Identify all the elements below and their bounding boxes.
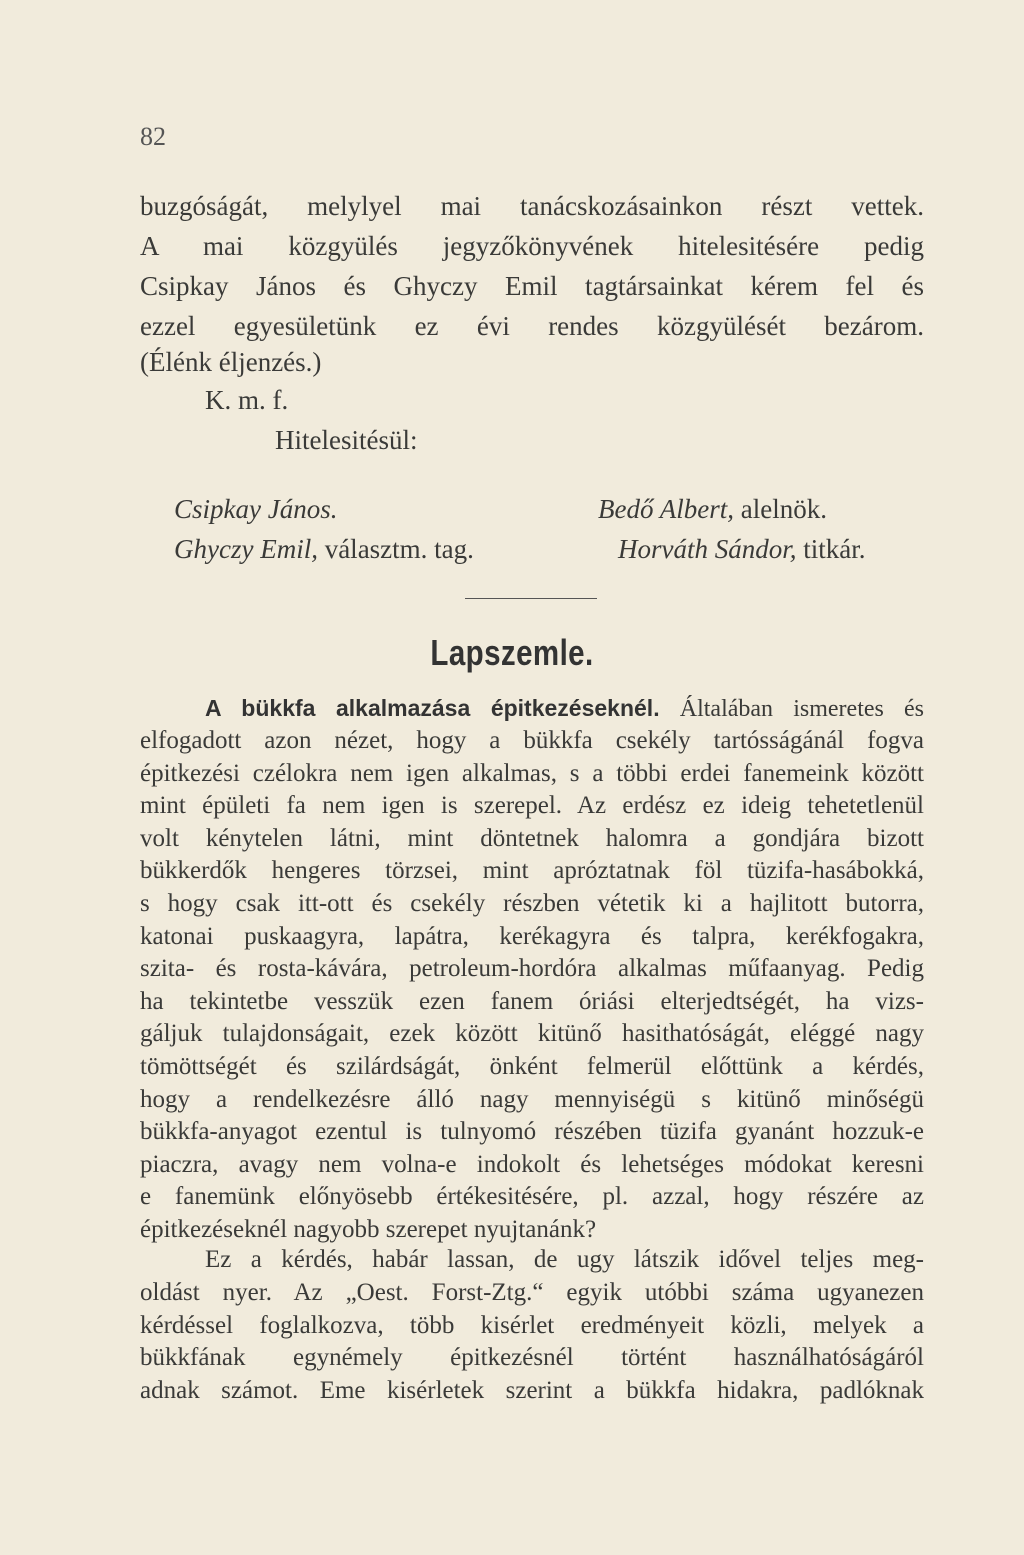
section-divider — [465, 598, 597, 599]
text-line: mint épületi fa nem igen is szerepel. Az erdész ez ideig tehetetlenül — [140, 792, 924, 820]
text-line: bükkfa-anyagot ezentul is tulnyomó részében tüzifa gyanánt hozzuk-e — [140, 1118, 924, 1146]
signature-name: Ghyczy Emil, — [174, 534, 318, 564]
text-line: tömöttségét és szilárdságát, önként felmerül előttünk a kérdés, — [140, 1053, 924, 1080]
signature-right-2 — [618, 534, 866, 565]
signature-name: Bedő Albert, — [598, 494, 734, 524]
section-heading: Lapszemle. — [430, 632, 594, 673]
text-line: kérdéssel foglalkozva, több kisérlet eredményeit közli, melyek a — [140, 1311, 924, 1339]
text-line: e fanemünk előnyösebb értékesitésére, pl. azzal, hogy részére az — [140, 1183, 924, 1211]
paragraph-2-first-line: Ez a kérdés, habár lassan, de ugy látszik idővel teljes meg- — [205, 1246, 924, 1273]
applause-note: (Élénk éljenzés.) — [140, 347, 322, 377]
article-lead: Általában ismeretes és — [679, 696, 925, 722]
article-title: A bükkfa alkalmazása épitkezéseknél. — [205, 695, 660, 721]
signature-left-2 — [174, 534, 474, 565]
km-note: K. m. f. — [205, 385, 289, 415]
authentication-label: Hitelesitésül: — [275, 425, 418, 455]
article-first-line — [205, 692, 924, 725]
text-line: épitkezési czélokra nem igen alkalmas, s a többi erdei fanemeink között — [140, 759, 924, 787]
text-line: A mai közgyülés jegyzőkönyvének hitelesitésére pedig — [140, 231, 924, 261]
text-line: buzgóságát, melylyel mai tanácskozásainkon részt vettek. — [140, 191, 924, 221]
text-line: gáljuk tulajdonságait, ezek között kitünő hasithatóságát, eléggé nagy — [140, 1020, 924, 1048]
text-line: bükkerdők hengeres törzsei, mint apróztatnak föl tüzifa-hasábokká, — [140, 857, 924, 885]
signature-right-1 — [598, 494, 827, 525]
signature-left-1: Csipkay János. — [174, 494, 338, 524]
signature-role: alelnök. — [740, 494, 827, 524]
text-line: ezzel egyesületünk ez évi rendes közgyülését bezárom. — [140, 311, 924, 341]
text-line: hogy a rendelkezésre álló nagy mennyiségü s kitünő minőségü — [140, 1085, 924, 1113]
text-line: szita- és rosta-kávára, petroleum-hordóra alkalmas műfaanyag. Pedig — [140, 955, 924, 983]
text-line: adnak számot. Eme kisérletek szerint a bükkfa hidakra, padlóknak — [140, 1376, 924, 1404]
page-number: 82 — [140, 122, 166, 151]
text-line: épitkezéseknél nagyobb szerepet nyujtanánk? — [140, 1216, 597, 1243]
text-line: katonai puskaagyra, lapátra, kerékagyra és talpra, kerékfogakra, — [140, 922, 924, 950]
text-line: bükkfának egynémely épitkezésnél történt használhatóságáról — [140, 1344, 924, 1372]
signature-role: választm. tag. — [324, 534, 474, 564]
text-line: volt kénytelen látni, mint döntetnek halomra a gondjára bizott — [140, 824, 924, 852]
signature-name: Horváth Sándor, — [618, 534, 797, 564]
text-line: Csipkay János és Ghyczy Emil tagtársainkat kérem fel és — [140, 271, 924, 301]
text-line: s hogy csak itt-ott és csekély részben vétetik ki a hajlitott butorra, — [140, 890, 924, 917]
text-line: oldást nyer. Az „Oest. Forst-Ztg.“ egyik utóbbi száma ugyanezen — [140, 1279, 924, 1306]
text-line: piaczra, avagy nem volna-e indokolt és lehetséges módokat keresni — [140, 1150, 924, 1178]
text-line: ha tekintetbe vesszük ezen fanem óriási elterjedtségét, ha vizs- — [140, 987, 924, 1015]
text-line: elfogadott azon nézet, hogy a bükkfa csekély tartósságánál fogva — [140, 727, 924, 754]
signature-role: titkár. — [803, 534, 866, 564]
